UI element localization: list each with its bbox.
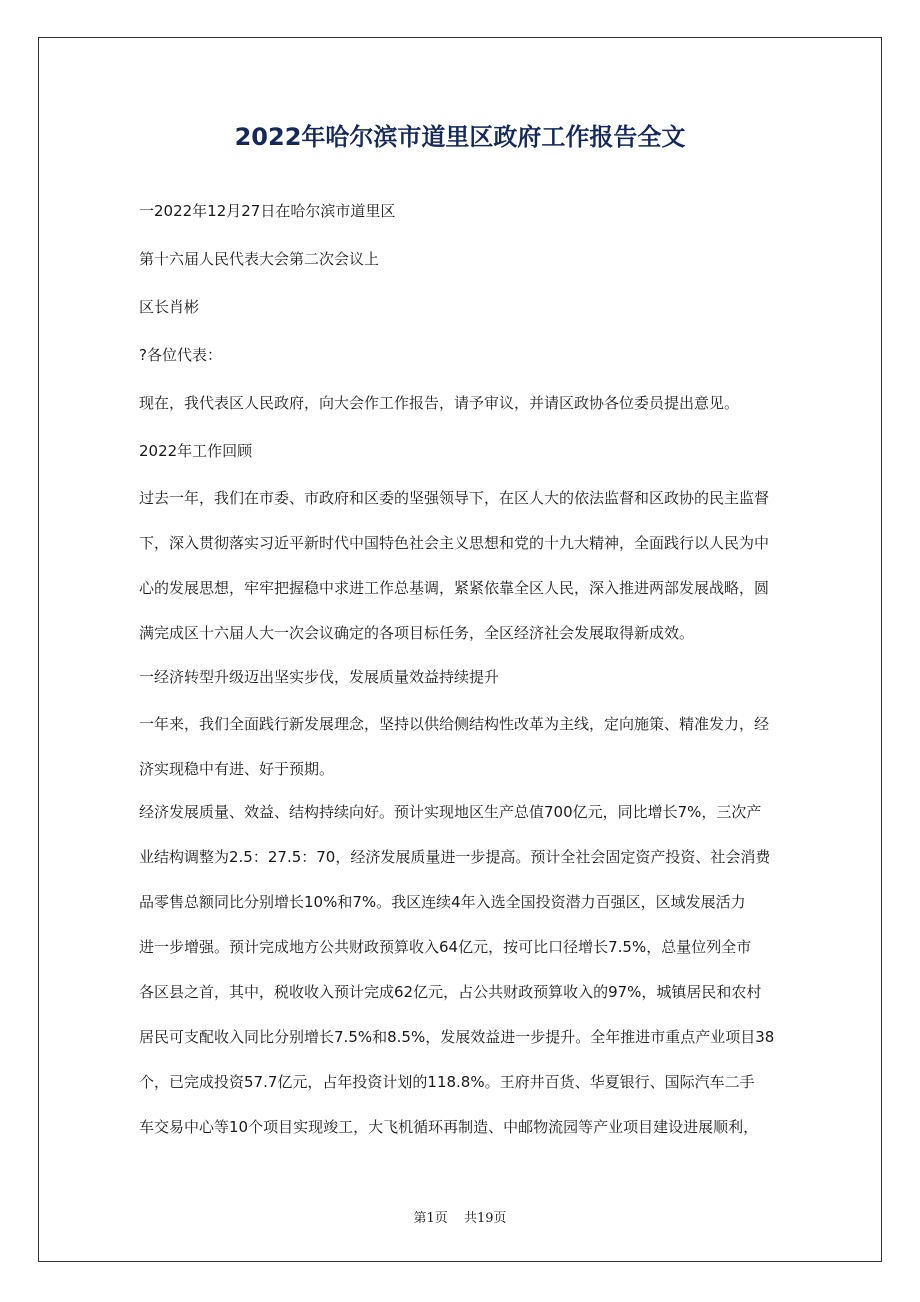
text-line: 居民可支配收入同比分别增长7.5%和8.5%，发展效益进一步提升。全年推进市重点产业项目38 — [139, 1028, 775, 1046]
page-total: 共19页 — [463, 1211, 507, 1226]
text-line: 一经济转型升级迈出坚实步伐，发展质量效益持续提升 — [139, 668, 500, 686]
text-line: 区长肖彬 — [139, 298, 200, 316]
paragraph-review-summary — [139, 476, 787, 656]
text-line: 一年来，我们全面践行新发展理念，坚持以供给侧结构性改革为主线，定向施策、精准发力，经 — [139, 715, 770, 733]
text-line: 各区县之首，其中，税收收入预计完成62亿元，占公共财政预算收入的97%，城镇居民和农村 — [139, 983, 762, 1001]
paragraph-date-line — [139, 192, 787, 230]
document-title: 2022年哈尔滨市道里区政府工作报告全文 — [234, 123, 686, 151]
text-line: 进一步增强。预计完成地方公共财政预算收入64亿元，按可比口径增长7.5%，总量位列全市 — [139, 938, 752, 956]
text-line: 车交易中心等10个项目实现竣工，大飞机循环再制造、中邮物流园等产业项目建设进展顺利， — [139, 1118, 759, 1136]
text-line: 品零售总额同比分别增长10%和7%。我区连续4年入选全国投资潜力百强区，区域发展活力 — [139, 893, 746, 911]
paragraph-economy-details — [139, 790, 787, 1150]
text-line: 满完成区十六届人大一次会议确定的各项目标任务，全区经济社会发展取得新成效。 — [139, 624, 695, 642]
text-line: 下，深入贯彻落实习近平新时代中国特色社会主义思想和党的十九大精神，全面践行以人民为中 — [139, 534, 770, 552]
document-body — [139, 192, 787, 1152]
paragraph-economy-intro — [139, 702, 787, 792]
text-line: 第十六届人民代表大会第二次会议上 — [139, 250, 380, 268]
text-line: 2022年工作回顾 — [139, 442, 253, 460]
paragraph-speaker — [139, 288, 787, 326]
paragraph-session-line — [139, 240, 787, 278]
section-heading-economy — [139, 658, 787, 696]
page-footer — [0, 1207, 920, 1226]
text-line: 过去一年，我们在市委、市政府和区委的坚强领导下，在区人大的依法监督和区政协的民主监督 — [139, 489, 770, 507]
text-line: ?各位代表： — [139, 346, 222, 364]
paragraph-salutation — [139, 336, 787, 374]
text-line: 心的发展思想，牢牢把握稳中求进工作总基调，紧紧依靠全区人民，深入推进两部发展战略，圆 — [139, 579, 770, 597]
text-line: 经济发展质量、效益、结构持续向好。预计实现地区生产总值700亿元，同比增长7%，三次产 — [139, 803, 762, 821]
text-line: 现在，我代表区人民政府，向大会作工作报告，请予审议，并请区政协各位委员提出意见。 — [139, 394, 740, 412]
text-line: 一2022年12月27日在哈尔滨市道里区 — [139, 202, 396, 220]
paragraph-intro — [139, 384, 787, 422]
text-line: 济实现稳中有进、好于预期。 — [139, 760, 335, 778]
text-line: 个，已完成投资57.7亿元，占年投资计划的118.8%。王府井百货、华夏银行、国际汽车二手 — [139, 1073, 755, 1091]
page-number: 第1页 — [413, 1211, 448, 1226]
text-line: 业结构调整为2.5：27.5：70，经济发展质量进一步提高。预计全社会固定资产投资、社会消费 — [139, 848, 771, 866]
section-heading-review — [139, 432, 787, 470]
